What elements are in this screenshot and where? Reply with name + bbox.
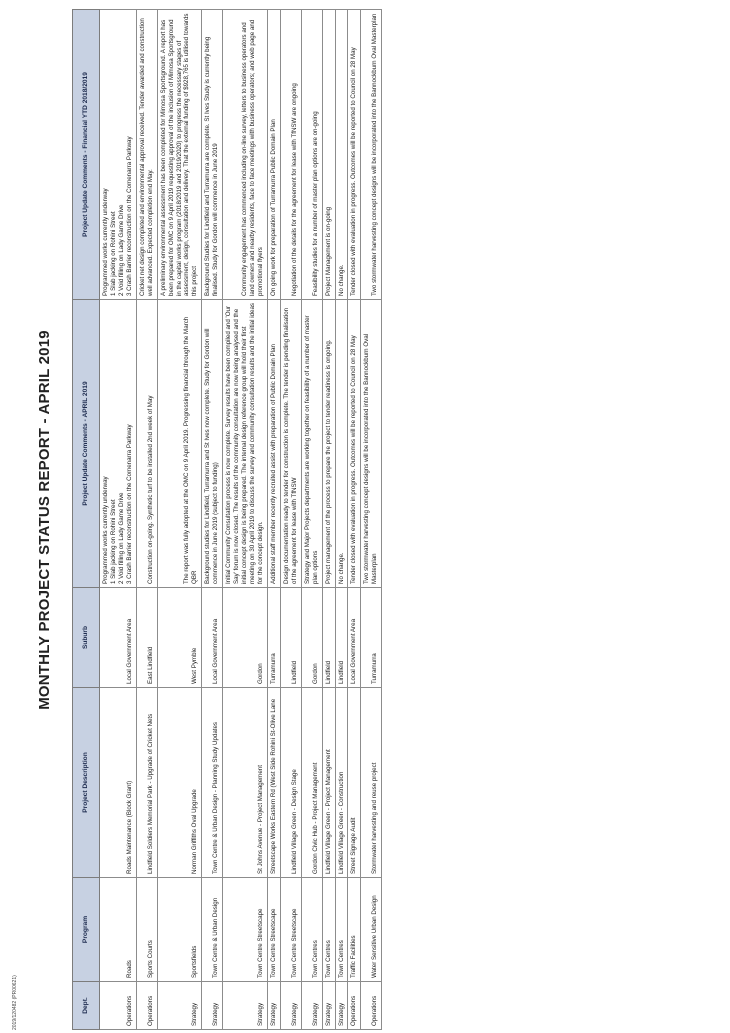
cell-ytd-comments: Project Management is on-going xyxy=(322,10,335,300)
status-report-table xyxy=(72,9,382,1030)
cell-suburb: Local Government Area xyxy=(348,588,361,688)
cell-suburb: Turramurra xyxy=(361,588,382,688)
cell-suburb: Turramurra xyxy=(267,588,280,688)
cell-april-comments: No change. xyxy=(335,300,348,588)
cell-program: Sports Courts xyxy=(136,878,157,982)
column-header-ytd-comments: Project Update Comments - Financial YTD 2018/2019 xyxy=(73,10,100,300)
cell-dept: Operations xyxy=(136,982,157,1030)
cell-ytd-comments: No change. xyxy=(335,10,348,300)
cell-program: Town Centres xyxy=(301,878,322,982)
table-row xyxy=(348,10,361,1030)
cell-dept: Strategy xyxy=(322,982,335,1030)
cell-suburb: Local Government Area xyxy=(202,588,223,688)
cell-dept: Strategy xyxy=(202,982,223,1030)
cell-april-comments: Construction on-going. Synthetic turf to be installed 2nd week of May xyxy=(136,300,157,588)
cell-ytd-comments: A preliminary environmental assessment has been completed for Mimosa Sportsground. A report has been prepared for OMC on 9 April 2019 requesting approval of the inclusion of Mimosa Sportsground in the capital works program (2018/2019 and 2019/2020) to progress the necessary stages of assessment, design, consultation and delivery. That the external funding of $928,765 is utilised towards this project xyxy=(157,10,202,300)
cell-dept: Strategy xyxy=(335,982,348,1030)
cell-april-comments: Design documentation ready to tender for construction is complete. The tender is pending finalisation of the agreement for lease with TfNSW xyxy=(280,300,301,588)
table-row xyxy=(267,10,280,1030)
cell-program: Town Centre Streetscape xyxy=(223,878,268,982)
table-row xyxy=(100,10,137,1030)
cell-suburb: Gordon xyxy=(223,588,268,688)
table-row xyxy=(223,10,268,1030)
cell-suburb: Local Government Area xyxy=(100,588,137,688)
cell-project-description: St Johns Avenue - Project Management xyxy=(223,688,268,878)
cell-april-comments: Two stormwater harvesting concept designs will be incorporated into the Bannockburn Oval Masterplan xyxy=(361,300,382,588)
cell-program: Town Centres xyxy=(322,878,335,982)
cell-project-description: Roads Maintenance (Block Grant) xyxy=(100,688,137,878)
cell-april-comments: Additional staff member recently recruited assist with preparation of Public Domain Plan xyxy=(267,300,280,588)
cell-dept: Strategy xyxy=(280,982,301,1030)
cell-ytd-comments: Negotiation of the details for the agreement for lease with TfNSW are ongoing xyxy=(280,10,301,300)
table-row xyxy=(136,10,157,1030)
rotated-report-sheet xyxy=(12,10,720,1030)
cell-project-description: Gordon Civic Hub - Project Management xyxy=(301,688,322,878)
column-header-suburb: Suburb xyxy=(73,588,100,688)
cell-suburb: Lindfield xyxy=(335,588,348,688)
cell-project-description: Stormwater harvesting and reuse project xyxy=(361,688,382,878)
cell-project-description: Lindfield Village Green - Construction xyxy=(335,688,348,878)
cell-april-comments: The report was fully adopted at the OMC on 9 April 2019. Progressing financial through the March QBR xyxy=(157,300,202,588)
cell-ytd-comments: Community engagement has commenced including on-line survey, letters to business operators and land owners and nearby residents, face to face meetings with business operators; and web page and promotional flyers xyxy=(223,10,268,300)
cell-dept: Strategy xyxy=(301,982,322,1030)
cell-dept: Operations xyxy=(100,982,137,1030)
cell-april-comments: Tender closed with evaluation in progress. Outcomes will be reported to Council on 28 May xyxy=(348,300,361,588)
cell-ytd-comments: Tender closed with evaluation in progress. Outcomes will be reported to Council on 28 May xyxy=(348,10,361,300)
table-header-row xyxy=(73,10,100,1030)
cell-program: Town Centre & Urban Design xyxy=(202,878,223,982)
table-row xyxy=(157,10,202,1030)
cell-dept: Operations xyxy=(361,982,382,1030)
cell-program: Town Centre Streetscape xyxy=(280,878,301,982)
cell-suburb: East Lindfield xyxy=(136,588,157,688)
cell-ytd-comments: Cricket net design completed and environmental approval received. Tender awarded and construction well advanced. Expected completion end May. xyxy=(136,10,157,300)
cell-april-comments: Project management of the process to prepare the project to tender readiness is ongoing. xyxy=(322,300,335,588)
cell-dept: Strategy xyxy=(267,982,280,1030)
cell-suburb: West Pymble xyxy=(157,588,202,688)
cell-dept: Strategy xyxy=(223,982,268,1030)
cell-program: Water Sensitive Urban Design xyxy=(361,878,382,982)
column-header-program: Program xyxy=(73,878,100,982)
table-row xyxy=(335,10,348,1030)
table-row xyxy=(322,10,335,1030)
cell-ytd-comments: On going work for preparation of Turramurra Public Domain Plan xyxy=(267,10,280,300)
cell-project-description: Lindfield Village Green - Design Stage xyxy=(280,688,301,878)
cell-program: Sportsfields xyxy=(157,878,202,982)
table-body xyxy=(100,10,382,1030)
cell-april-comments: Strategy and Major Projects departments are working together on feasibility of a number of master plan options xyxy=(301,300,322,588)
table-row xyxy=(202,10,223,1030)
cell-ytd-comments: Background Studies for Lindfield and Turramurra are complete. St Ives Study is currently being finalised. Study for Gordon will commence in June 2019 xyxy=(202,10,223,300)
column-header-dept: Dept. xyxy=(73,982,100,1030)
table-row xyxy=(361,10,382,1030)
cell-dept: Operations xyxy=(348,982,361,1030)
cell-project-description: Norman Griffiths Oval Upgrade xyxy=(157,688,202,878)
cell-april-comments: Background studies for Lindfield, Turramurra and St Ives now complete. Study for Gordon will commence in June 2019 (subject to funding) xyxy=(202,300,223,588)
document-reference: 2019/120482 (PR00621) xyxy=(12,975,18,1030)
cell-april-comments: Initial Community Consultation process is now complete. Survey results have been compiled and 'Our Say' forum is now closed. The results of the community consultation are now being analysed and the initial concept design is being prepared. The internal design reference group will hold their first meeting on 30 April 2019 to discuss the survey and community consultation results and the initial ideas for the concept design. xyxy=(223,300,268,588)
cell-program: Town Centres xyxy=(335,878,348,982)
cell-program: Roads xyxy=(100,878,137,982)
cell-ytd-comments: Two stormwater harvesting concept designs will be incorporated into the Bannockburn Oval Masterplan xyxy=(361,10,382,300)
cell-april-comments: Programmed works currently underway 1 Slab jacking on Rohini Street 2 Void filling on Lady Game Drive 3 Crash Barrier reconstruction on the Comenarra Parkway xyxy=(100,300,137,588)
cell-program: Town Centre Streetscape xyxy=(267,878,280,982)
report-title: MONTHLY PROJECT STATUS REPORT - APRIL 2019 xyxy=(36,330,53,710)
cell-ytd-comments: Programmed works currently underway 1 Slab jacking on Rohini Street 2 Void filling on Lady Game Drive 3 Crash Barrier reconstruction on the Comenarra Parkway xyxy=(100,10,137,300)
cell-suburb: Lindfield xyxy=(280,588,301,688)
cell-ytd-comments: Feasibility studies for a number of master plan options are on-going xyxy=(301,10,322,300)
column-header-april-comments: Project Update Comments - APRIL 2019 xyxy=(73,300,100,588)
cell-dept: Strategy xyxy=(157,982,202,1030)
cell-suburb: Gordon xyxy=(301,588,322,688)
column-header-project-description: Project Description xyxy=(73,688,100,878)
cell-project-description: Lindfield Soldiers Memorial Park - Upgrade of Cricket Nets xyxy=(136,688,157,878)
cell-project-description: Town Centre & Urban Design - Planning Study Updates xyxy=(202,688,223,878)
table-row xyxy=(280,10,301,1030)
table-row xyxy=(301,10,322,1030)
cell-project-description: Street Signage Audit xyxy=(348,688,361,878)
cell-suburb: Lindfield xyxy=(322,588,335,688)
cell-program: Traffic Facilities xyxy=(348,878,361,982)
cell-project-description: Lindfield Village Green - Project Management xyxy=(322,688,335,878)
cell-project-description: Streetscape Works Eastern Rd (West Side Rohini St-Olive Lane xyxy=(267,688,280,878)
